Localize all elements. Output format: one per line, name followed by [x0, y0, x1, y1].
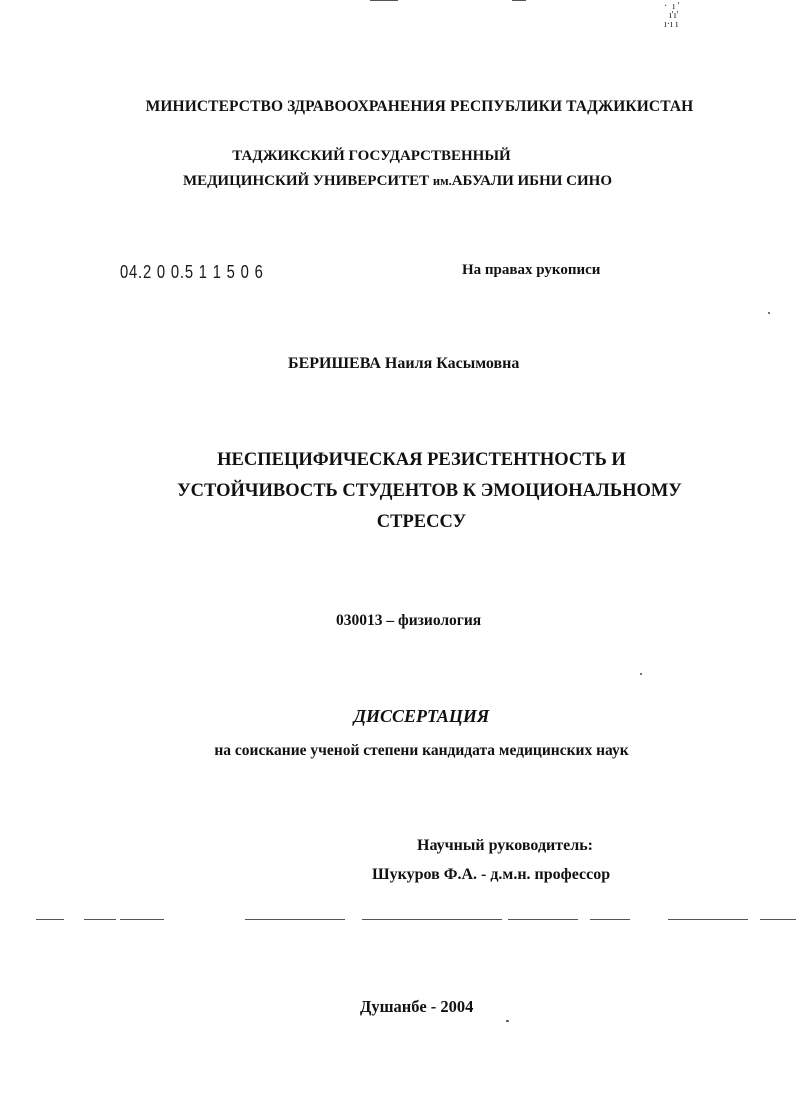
scan-mark-top-2 — [512, 0, 526, 1]
scan-speck — [506, 1020, 509, 1022]
library-stamp-number: 04.2 0 0.5 1 1 5 0 6 — [120, 262, 264, 282]
ministry-heading: МИНИСТЕРСТВО ЗДРАВООХРАНЕНИЯ РЕСПУБЛИКИ ТАДЖИКИСТАН — [145, 98, 694, 115]
city-year: Душанбе - 2004 — [360, 997, 474, 1016]
advisor-label: Научный руководитель: — [417, 837, 593, 854]
manuscript-rights-note: На правах рукописи — [462, 262, 601, 278]
advisor-name: Шукуров Ф.А. - д.м.н. профессор — [372, 866, 611, 883]
scan-line-segment — [36, 919, 64, 920]
scan-line-segment — [508, 919, 578, 920]
degree-statement: на соискание ученой степени кандидата медицинских наук — [214, 742, 629, 759]
university-name-line1: ТАДЖИКСКИЙ ГОСУДАРСТВЕННЫЙ — [232, 148, 511, 164]
document-type: ДИССЕРТАЦИЯ — [353, 706, 490, 726]
thesis-title-line1: НЕСПЕЦИФИЧЕСКАЯ РЕЗИСТЕНТНОСТЬ И — [217, 450, 626, 470]
university-line2-small: им. — [432, 174, 452, 188]
thesis-title-line3: СТРЕССУ — [376, 512, 467, 532]
scan-speck — [640, 673, 642, 675]
university-line2-main: МЕДИЦИНСКИЙ УНИВЕРСИТЕТ — [182, 173, 433, 189]
scan-line-segment — [590, 919, 630, 920]
scan-line-segment — [760, 919, 796, 920]
university-name-line2 — [0, 173, 797, 190]
scan-mark-top-1 — [370, 0, 398, 1]
scan-line-segment — [84, 919, 116, 920]
scan-line-segment — [245, 919, 345, 920]
scan-speck — [768, 312, 770, 314]
university-line2-end: АБУАЛИ ИБНИ СИНО — [451, 173, 613, 189]
specialty-code: 030013 – физиология — [336, 612, 482, 629]
scan-line-segment — [668, 919, 748, 920]
scan-line-segment — [120, 919, 164, 920]
thesis-title-line2: УСТОЙЧИВОСТЬ СТУДЕНТОВ К ЭМОЦИОНАЛЬНОМУ — [177, 481, 682, 501]
handwritten-mark: · ı ' ı'ı' ı·ı ı — [664, 1, 680, 30]
scan-line-segment — [362, 919, 502, 920]
author-name: БЕРИШЕВА Наиля Касымовна — [288, 355, 520, 372]
